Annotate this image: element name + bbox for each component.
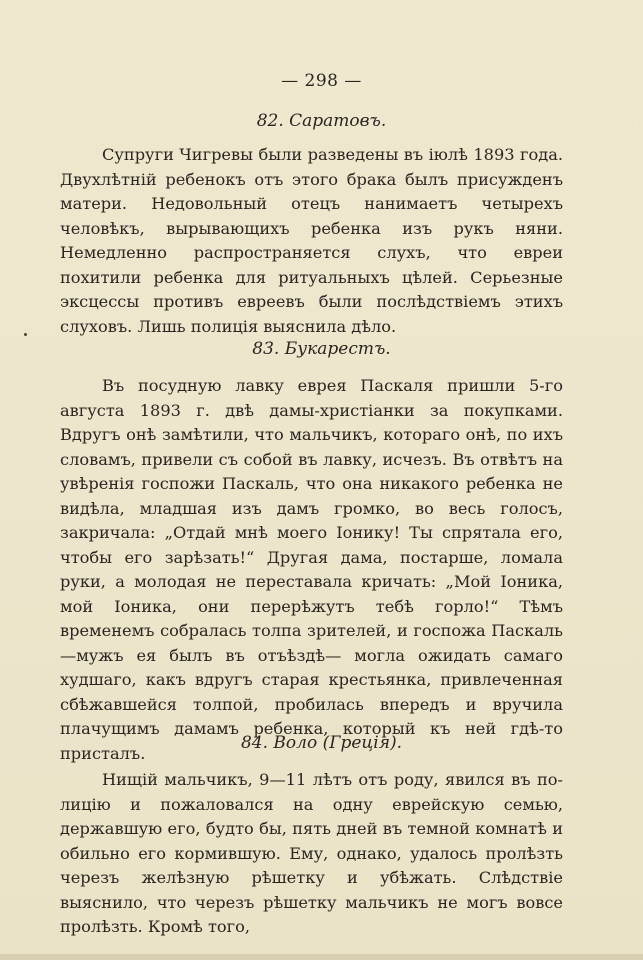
page-bottom-edge [0, 954, 643, 960]
section-text-82: Супруги Чигревы были разведены въ іюлѣ 1893 года. Двухлѣтній ребенокъ отъ этого брака былъ присужденъ матери. Недовольный отецъ нанимаетъ четырехъ человѣкъ, вырывающихъ ребенка изъ рукъ няни. Немедленно распространяется слухъ, что евреи похитили ребенка для ритуальныхъ цѣлей. Серьезные эксцессы противъ евреевъ были послѣдствіемъ этихъ слуховъ. Лишь полиція выяснила дѣло. [60, 145, 563, 336]
margin-mark [24, 333, 27, 336]
section-text-83: Въ посудную лавку еврея Паскаля пришли 5-го августа 1893 г. двѣ дамы-христіанки за покупками. Вдругъ онѣ замѣтили, что мальчикъ, котораго онѣ, по ихъ словамъ, привели съ собой въ лавку, исчезъ. Въ отвѣтъ на увѣренія госпожи Паскаль, что она никакого ребенка не видѣла, младшая изъ дамъ громко, во весь голосъ, закричала: „Отдай мнѣ моего Іонику! Ты спрятала его, чтобы его зарѣзать!“ Другая дама, постарше, ломала руки, а молодая не переставала кричать: „Мой Іоника, мой Іоника, они перерѣжутъ тебѣ горло!“ Тѣмъ временемъ собралась толпа зрителей, и госпожа Паскаль—мужъ ея былъ въ отъѣздѣ— могла ожидать самаго худшаго, какъ вдругъ старая крестьянка, привлеченная сбѣжавшейся толпой, пробилась впередъ и вручила плачущимъ дамамъ ребенка, который къ ней гдѣ-то присталъ. [60, 376, 563, 763]
section-heading-82: 82. Саратовъ. [256, 111, 387, 131]
section-heading-84: 84. Воло (Греція). [240, 733, 403, 753]
page-number: — 298 — [281, 71, 362, 91]
section-text-84: Нищій мальчикъ, 9—11 лѣтъ отъ роду, явился въ полицію и пожаловался на одну еврейскую семью, державшую его, будто бы, пять дней въ темной комнатѣ и обильно его кормившую. Ему, однако, удалось пролѣзть черезъ желѣзную рѣшетку и убѣжать. Слѣдствіе выяснило, что черезъ рѣшетку мальчикъ не могъ вовсе пролѣзть. Кромѣ того, [60, 770, 563, 936]
section-heading-83: 83. Букарестъ. [252, 339, 391, 359]
